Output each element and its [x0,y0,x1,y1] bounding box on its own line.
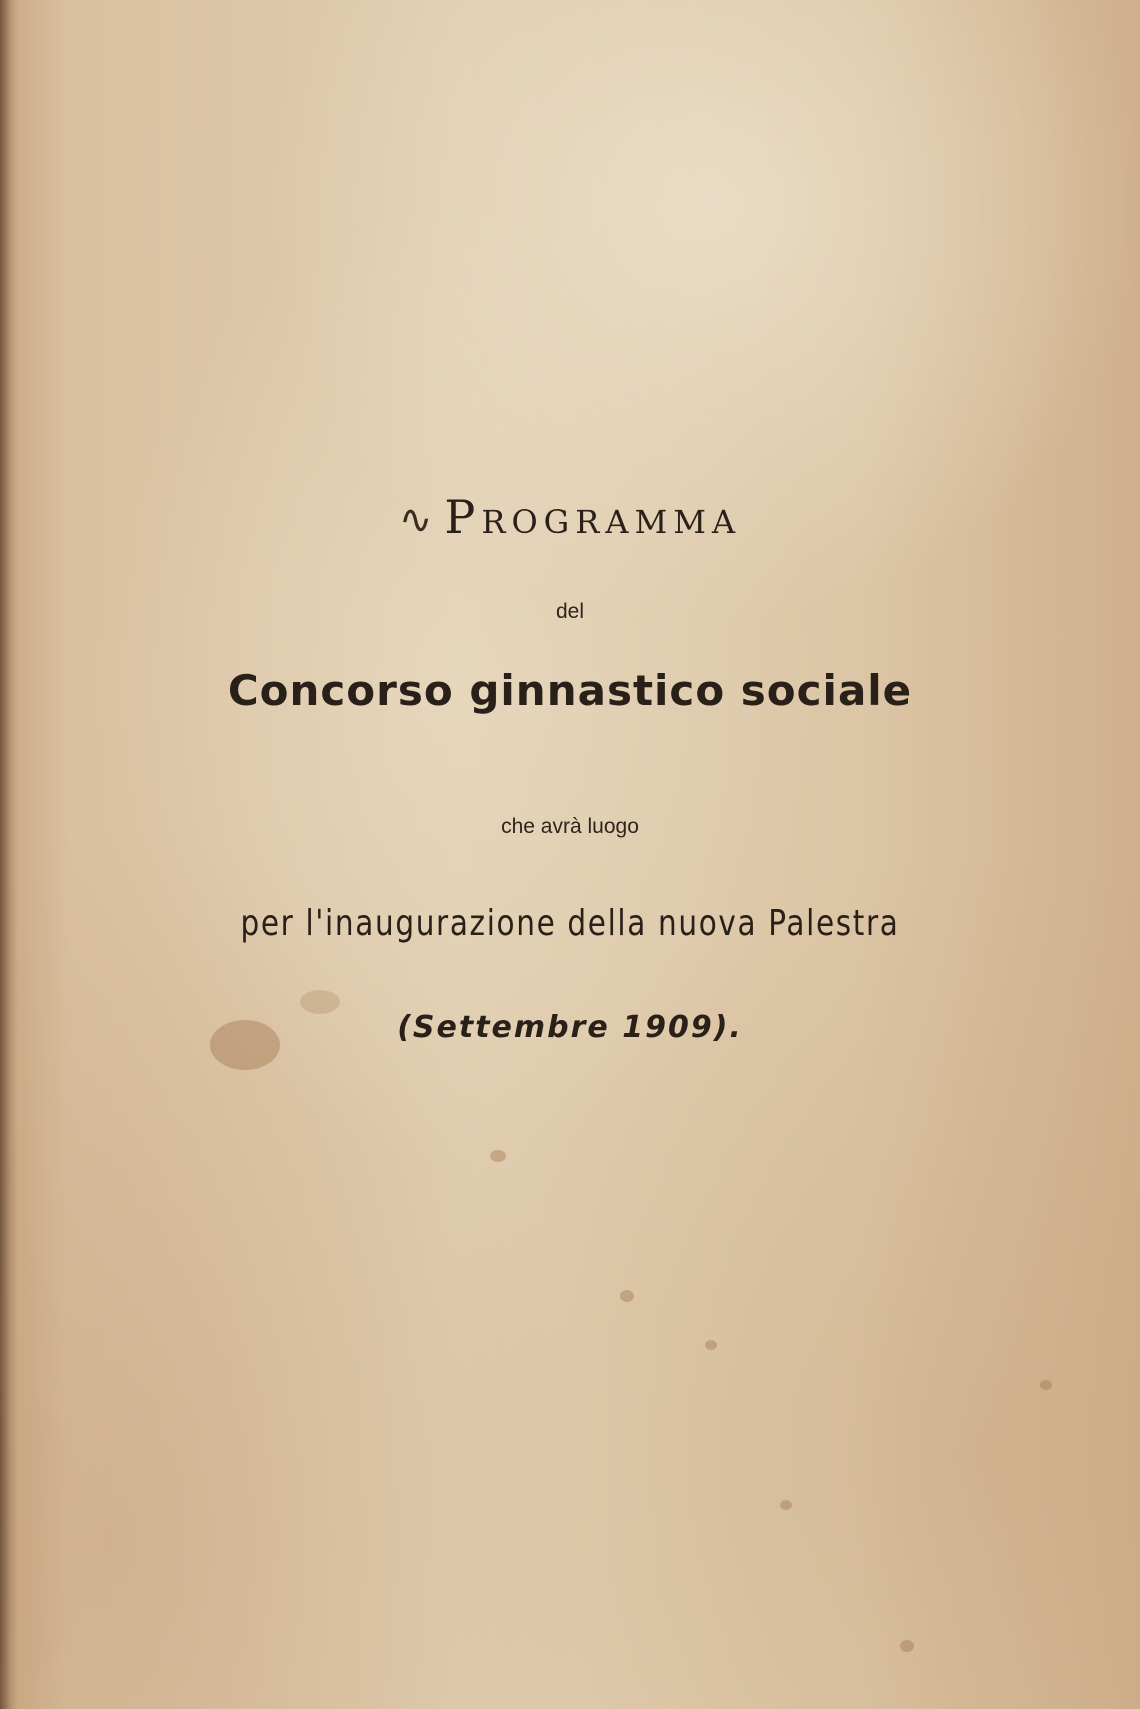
foxing-stain [780,1500,792,1510]
binding-edge [0,0,18,1709]
title-text: Programma [444,490,742,544]
foxing-stain [620,1290,634,1302]
line-inaugurazione: per l'inaugurazione della nuova Palestra [240,903,900,944]
line-del: del [555,600,585,623]
date-line: (Settembre 1909). [397,1010,743,1045]
line-che-avra-luogo: che avrà luogo [501,815,639,838]
foxing-stain [705,1340,717,1350]
foxing-stain [490,1150,506,1162]
main-heading: Concorso ginnastico sociale [227,666,913,715]
flourish-ornament: ∿ [398,497,439,543]
foxing-stain [1040,1380,1052,1390]
document-title [0,490,1140,544]
foxing-stain [900,1640,914,1652]
